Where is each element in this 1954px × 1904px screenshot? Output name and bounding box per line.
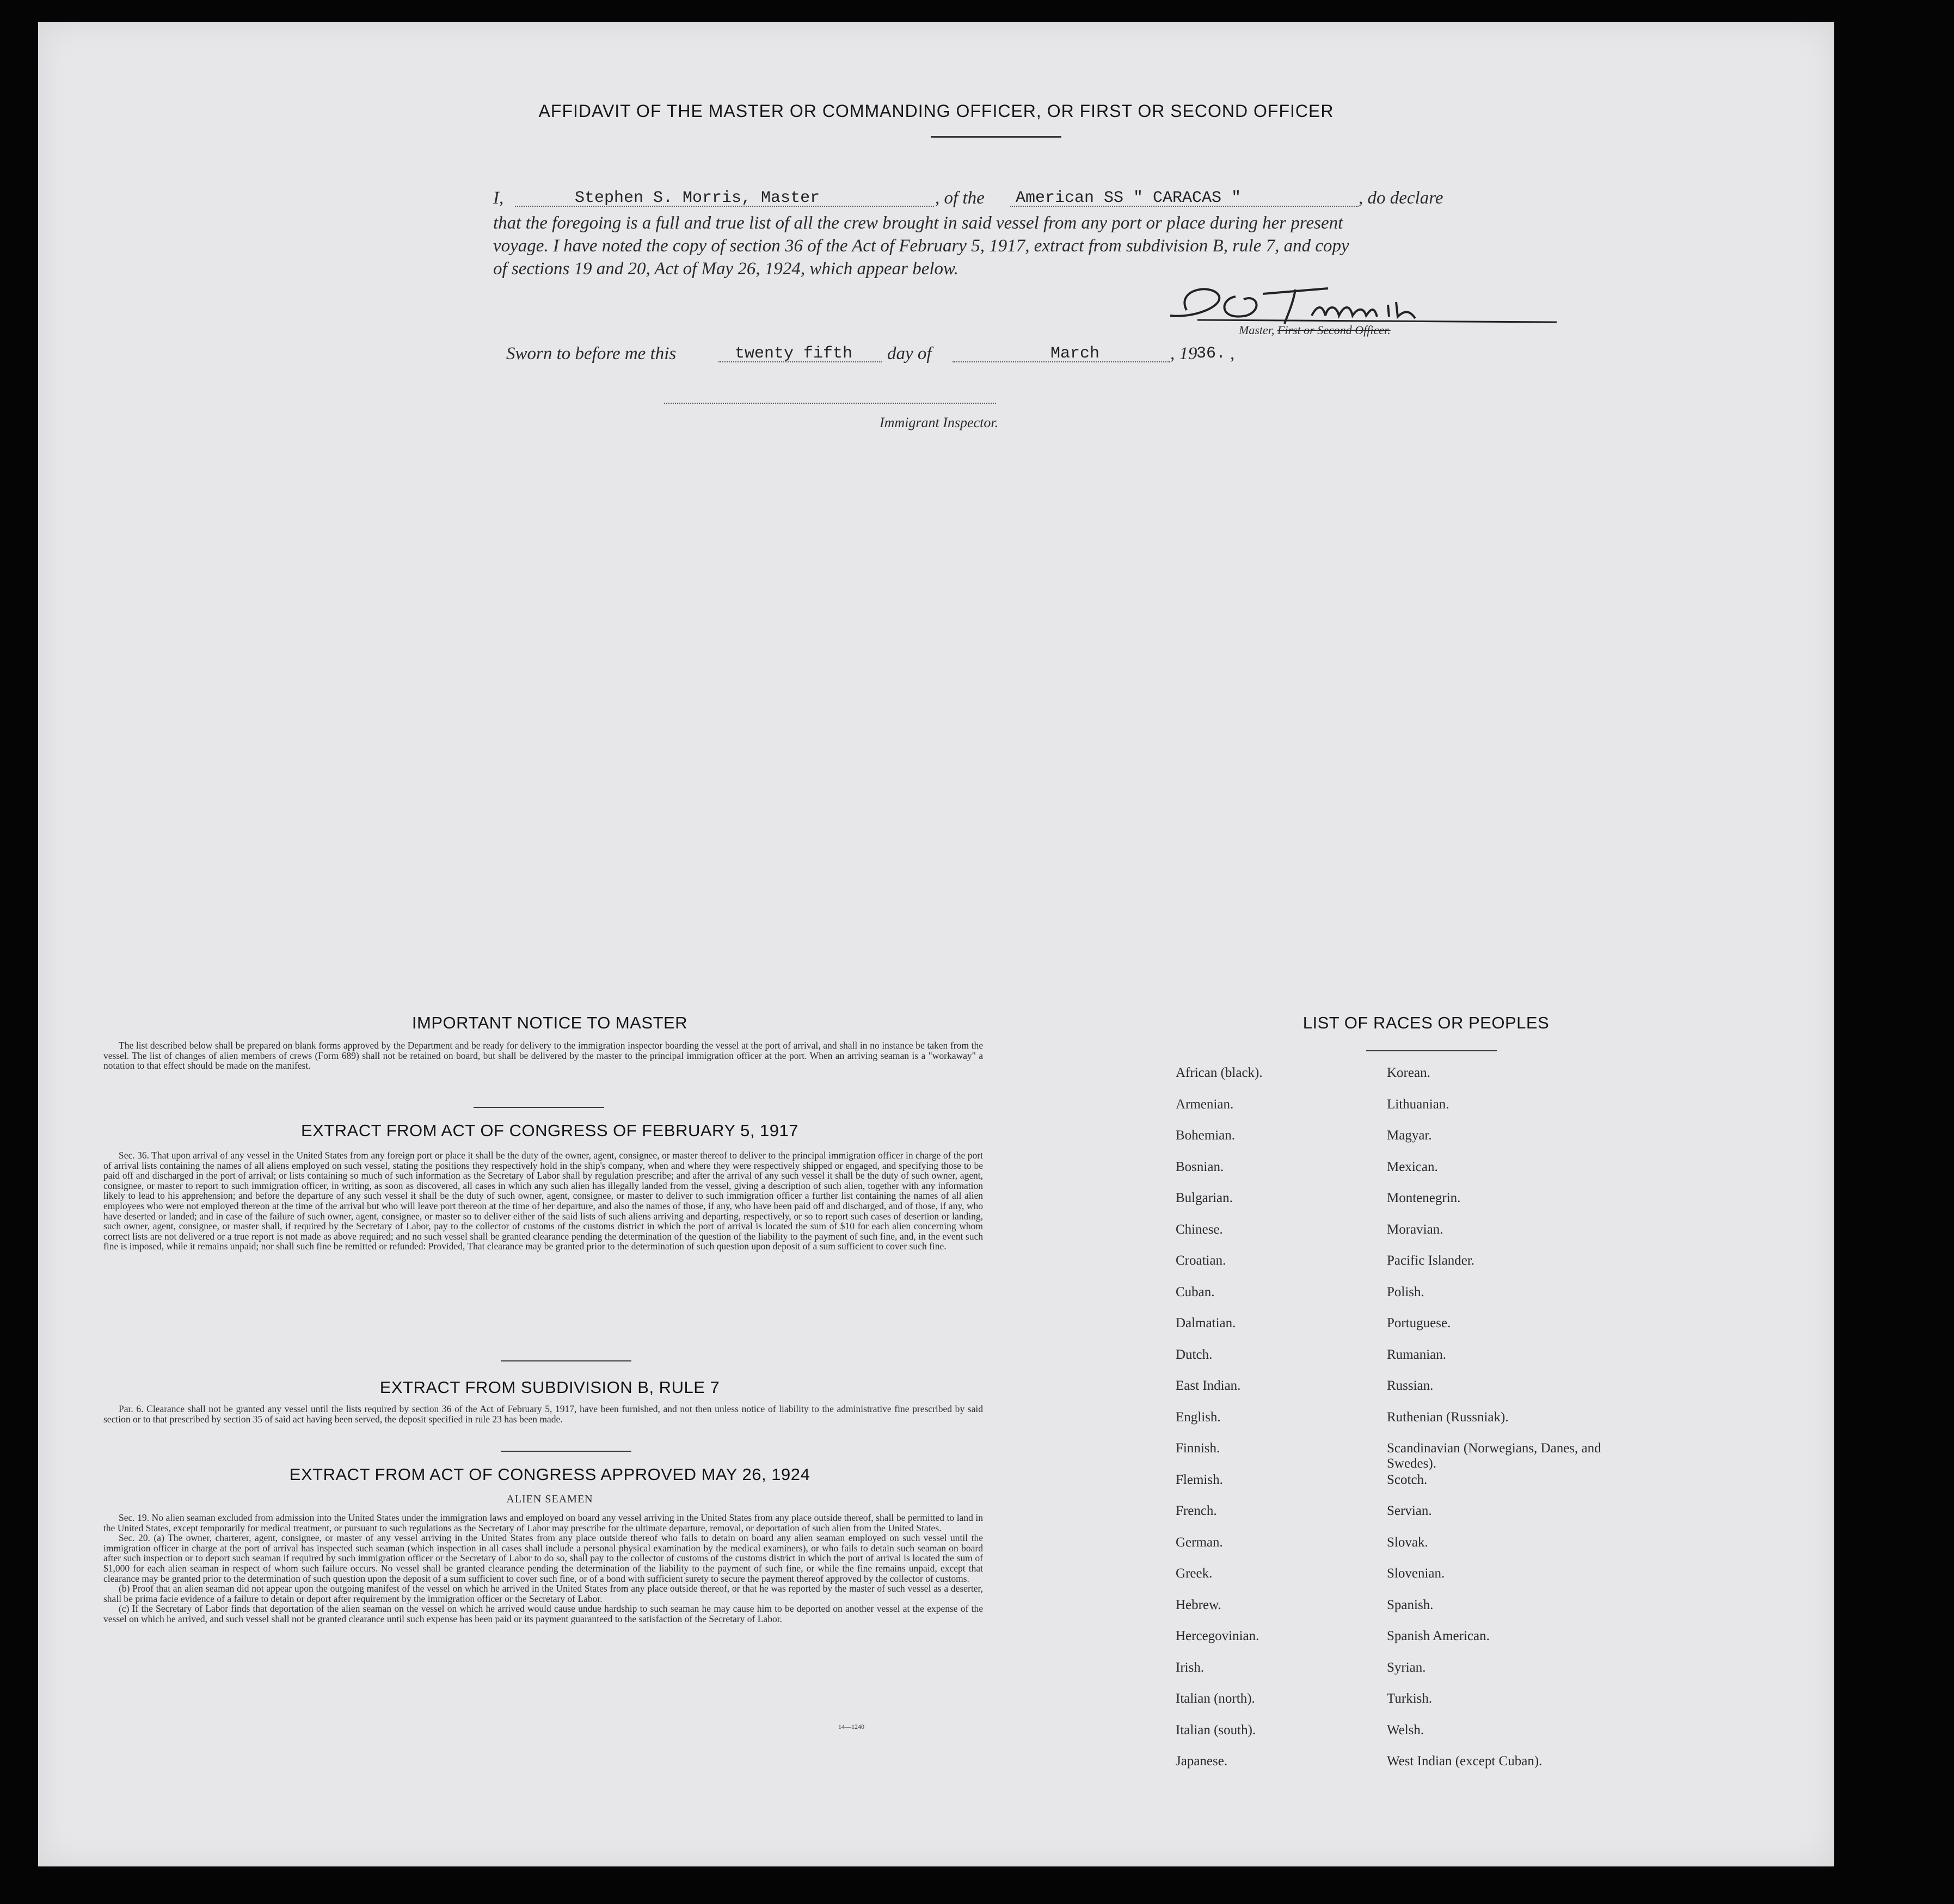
race-list-item: Italian (south). <box>1176 1722 1256 1737</box>
race-list-item: Slovak. <box>1387 1535 1428 1550</box>
prefix-i: I, <box>493 188 504 208</box>
race-list-item: Magyar. <box>1387 1128 1432 1143</box>
race-list-item: Polish. <box>1387 1284 1424 1299</box>
race-list-item: Syrian. <box>1387 1660 1426 1675</box>
race-list-item: Spanish American. <box>1387 1629 1490 1643</box>
race-list-item: Scandinavian (Norwegians, Danes, and Swedes). <box>1387 1441 1601 1471</box>
of-the-text: , of the <box>935 188 985 208</box>
race-list-item: Rumanian. <box>1387 1347 1447 1362</box>
sec-20c: (c) If the Secretary of Labor finds that deportation of the alien seaman on the vessel on which he arrived would cause undue hardship to such seaman he may cause him to be deported on another vessel at the expense of the vessel on which he arrived, and such vessel shall not be granted clearance until such expense has been paid or its payment guaranteed to the satisfaction of the Secretary of Labor. <box>103 1603 983 1624</box>
race-list-item: Japanese. <box>1176 1754 1228 1769</box>
race-list-item: Servian. <box>1387 1504 1432 1518</box>
race-list-item: Spanish. <box>1387 1597 1434 1612</box>
race-list-item: Scotch. <box>1387 1472 1428 1487</box>
race-list-item: Irish. <box>1176 1660 1205 1675</box>
race-list-item: Finnish. <box>1176 1441 1220 1456</box>
extract-rule7-title: EXTRACT FROM SUBDIVISION B, RULE 7 <box>379 1378 720 1397</box>
race-list-item: Dalmatian. <box>1176 1316 1236 1330</box>
divider-1 <box>474 1107 604 1108</box>
race-list-item: Hebrew. <box>1176 1597 1221 1612</box>
extract-1917-title: EXTRACT FROM ACT OF CONGRESS OF FEBRUARY 5, 1917 <box>300 1121 799 1140</box>
punch-hole <box>1864 1228 1885 1249</box>
inspector-label: Immigrant Inspector. <box>880 415 999 430</box>
form-number: 14—1240 <box>838 1723 864 1730</box>
divider-2 <box>501 1360 631 1361</box>
race-list-item: Bohemian. <box>1176 1128 1236 1143</box>
notice-text: The list described below shall be prepared on blank forms approved by the Department and be ready for delivery to the immigration inspector boarding the vessel at the port of arrival, and shall in no instance be taken from the vessel. The list of changes of alien members of crews (Form 689) shall not be retained on board, but shall be delivered by the master to the principal immigration officer at the port. When an arriving seaman is a "workaway" a notation to that effect should be made on the manifest. <box>103 1040 983 1071</box>
races-divider <box>1366 1050 1497 1051</box>
race-list-item: Mexican. <box>1387 1159 1438 1174</box>
affidavit-body-line-2: voyage. I have noted the copy of section 36 of the Act of February 5, 1917, extract from subdivision B, rule 7, and copy <box>493 236 1349 256</box>
race-list-item: Bulgarian. <box>1176 1191 1233 1205</box>
race-list-item: Dutch. <box>1176 1347 1213 1362</box>
year-suffix: , <box>1230 344 1235 363</box>
vessel-name-field: American SS " CARACAS " <box>1016 189 1242 207</box>
race-list-item: Montenegrin. <box>1387 1191 1461 1205</box>
race-list-item: Welsh. <box>1387 1722 1424 1737</box>
sworn-day-field: twenty fifth <box>735 344 853 363</box>
year-prefix: , 19 <box>1170 344 1197 363</box>
race-list-item: Korean. <box>1387 1065 1430 1080</box>
race-list-item: French. <box>1176 1504 1217 1518</box>
title-divider <box>931 136 1061 138</box>
race-list-item: Russian. <box>1387 1378 1434 1393</box>
document-page <box>38 22 1834 1866</box>
race-list-item: Greek. <box>1176 1566 1213 1581</box>
inspector-signature-line <box>664 403 996 404</box>
caption-master: Master, <box>1239 323 1275 337</box>
signature-caption <box>1239 323 1391 337</box>
notice-title: IMPORTANT NOTICE TO MASTER <box>411 1013 688 1032</box>
alien-seamen-subtitle: ALIEN SEAMEN <box>506 1493 593 1505</box>
sworn-year-field: 36. <box>1196 344 1226 363</box>
race-list-item: Pacific Islander. <box>1387 1253 1475 1268</box>
affidavit-body-line-1: that the foregoing is a full and true list of all the crew brought in said vessel from any port or place during her present <box>493 213 1343 233</box>
race-list-item: Ruthenian (Russniak). <box>1387 1409 1509 1425</box>
punch-hole <box>1864 609 1885 631</box>
races-column-1 <box>1176 1065 1382 1785</box>
race-list-item: African (black). <box>1176 1065 1263 1080</box>
races-title: LIST OF RACES OR PEOPLES <box>1302 1013 1550 1032</box>
sec-20a: Sec. 20. (a) The owner, charterer, agent, consignee, or master of any vessel arriving in the United States from any place outside thereof who fails to detain on board any alien seaman employed on such vessel until the immigration officer in charge at the port of arrival has inspected such seaman (which inspection in all cases shall include a personal physical examination by the medical examiners), or who fails to detain such seaman on board after such inspection or to deport such seaman if required by such immigration officer or the Secretary of Labor to do so, shall pay to the collector of customs of the customs district in which the port of arrival is located the sum of $1,000 for each alien seaman in respect of whom such failure occurs. No vessel shall be granted clearance pending the determination of the liability to the payment of such fine, or while the fine remains unpaid, except that clearance may be granted prior to the determination of such question upon the deposit of a sum sufficient to cover such fine, or of a bond with sufficient surety to secure the payment thereof approved by the collector of customs. <box>103 1532 983 1584</box>
extract-1924-title: EXTRACT FROM ACT OF CONGRESS APPROVED MAY 26, 1924 <box>289 1465 810 1484</box>
sec-19: Sec. 19. No alien seaman excluded from admission into the United States under the immigration laws and employed on board any vessel arriving in the United States from any place outside thereof, shall be permitted to land in the United States, except temporarily for medical treatment, or pursuant to such regulations as the Secretary of Labor may prescribe for the ultimate departure, removal, or deportation of such alien from the United States. <box>103 1512 983 1533</box>
race-list-item: Chinese. <box>1176 1222 1223 1237</box>
day-of-text: day of <box>887 344 932 363</box>
race-list-item: Slovenian. <box>1387 1566 1445 1581</box>
race-list-item: Cuban. <box>1176 1284 1215 1299</box>
punch-hole <box>1864 242 1885 264</box>
punch-hole <box>1864 699 1885 720</box>
caption-struck-officer: First or Second Officer. <box>1277 323 1391 337</box>
punch-hole <box>1864 1684 1885 1705</box>
affidavit-title: AFFIDAVIT OF THE MASTER OR COMMANDING OFFICER, OR FIRST OR SECOND OFFICER <box>538 101 1334 121</box>
races-column-2 <box>1387 1065 1637 1785</box>
do-declare-text: , do declare <box>1359 188 1443 208</box>
sec-20b: (b) Proof that an alien seaman did not appear upon the outgoing manifest of the vessel on which he arrived in the United States from any place outside thereof, or that he was reported by the master of such vessel as a deserter, shall be prima facie evidence of a failure to detain or deport after requirement by the immigration officer or the Secretary of Labor. <box>103 1583 983 1604</box>
race-list-item: Armenian. <box>1176 1096 1234 1112</box>
race-list-item: Lithuanian. <box>1387 1096 1449 1112</box>
master-name-field: Stephen S. Morris, Master <box>575 189 820 207</box>
extract-rule7-text: Par. 6. Clearance shall not be granted any vessel until the lists required by section 36 of the Act of February 5, 1917, have been furnished, and not then unless notice of liability to the administrative fine prescribed by said section or to that prescribed by section 35 of said act having been served, the deposit specified in rule 23 has been made. <box>103 1403 983 1425</box>
punch-hole <box>1864 1595 1885 1617</box>
race-list-item: English. <box>1176 1409 1221 1425</box>
divider-3 <box>501 1451 631 1452</box>
extract-1924-text <box>103 1513 983 1624</box>
race-list-item: East Indian. <box>1176 1378 1241 1393</box>
race-list-item: Flemish. <box>1176 1472 1223 1487</box>
race-list-item: Croatian. <box>1176 1253 1226 1268</box>
race-list-item: Hercegovinian. <box>1176 1629 1259 1643</box>
race-list-item: Bosnian. <box>1176 1159 1224 1174</box>
race-list-item: West Indian (except Cuban). <box>1387 1754 1543 1769</box>
extract-1917-text: Sec. 36. That upon arrival of any vessel in the United States from any foreign port or place it shall be the duty of the owner, agent, consignee, or master thereof to deliver to the principal immigration officer in charge of the port of arrival lists containing the names of all aliens employed on such vessel, stating the positions they respectively hold in the ship's company, when and where they were respectively shipped or engaged, and specifying those to be paid off and discharged in the port of arrival; or lists containing so much of such information as the Secretary of Labor shall by regulation prescribe; and after the arrival of any such vessel it shall be the duty of such owner, agent, consignee, or master to report to such immigration officer, in writing, as soon as discovered, all cases in which any such alien has illegally landed from the vessel, giving a description of such alien, together with any information likely to lead to his apprehension; and before the departure of any such vessel it shall be the duty of such owner, agent, consignee, or master to deliver to such immigration officer a further list containing the names of all alien employees who were not employed thereon at the time of the arrival but who will leave port thereon at the time of her departure, and also the names of those, if any, who have been paid off and discharged, and of those, if any, who have deserted or landed; and in case of the failure of such owner, agent, consignee, or master so to deliver either of the said lists of such aliens arriving and departing, respectively, or so to report such cases of desertion or landing, such owner, agent, consignee, or master shall, if required by the Secretary of Labor, pay to the collector of customs of the customs district in which the port of arrival is located the sum of $10 for each alien concerning whom correct lists are not delivered or a true report is not made as above required; and no such vessel shall be granted clearance pending the determination of the question of the liability to the payment of such fine, and, in the event such fine is imposed, while it remains unpaid; nor shall such fine be remitted or refunded: Provided, That clearance may be granted prior to the determination of such question upon deposit of a sum sufficient to cover such fine. <box>103 1150 983 1252</box>
race-list-item: Portuguese. <box>1387 1316 1451 1330</box>
affidavit-body-line-3: of sections 19 and 20, Act of May 26, 1924, which appear below. <box>493 259 958 279</box>
race-list-item: German. <box>1176 1535 1223 1550</box>
sworn-month-field: March <box>1050 344 1100 363</box>
race-list-item: Turkish. <box>1387 1691 1433 1706</box>
race-list-item: Moravian. <box>1387 1222 1443 1237</box>
sworn-prefix: Sworn to before me this <box>506 344 677 363</box>
punch-hole <box>1864 1317 1885 1339</box>
race-list-item: Italian (north). <box>1176 1691 1255 1706</box>
punch-hole <box>1864 331 1885 353</box>
